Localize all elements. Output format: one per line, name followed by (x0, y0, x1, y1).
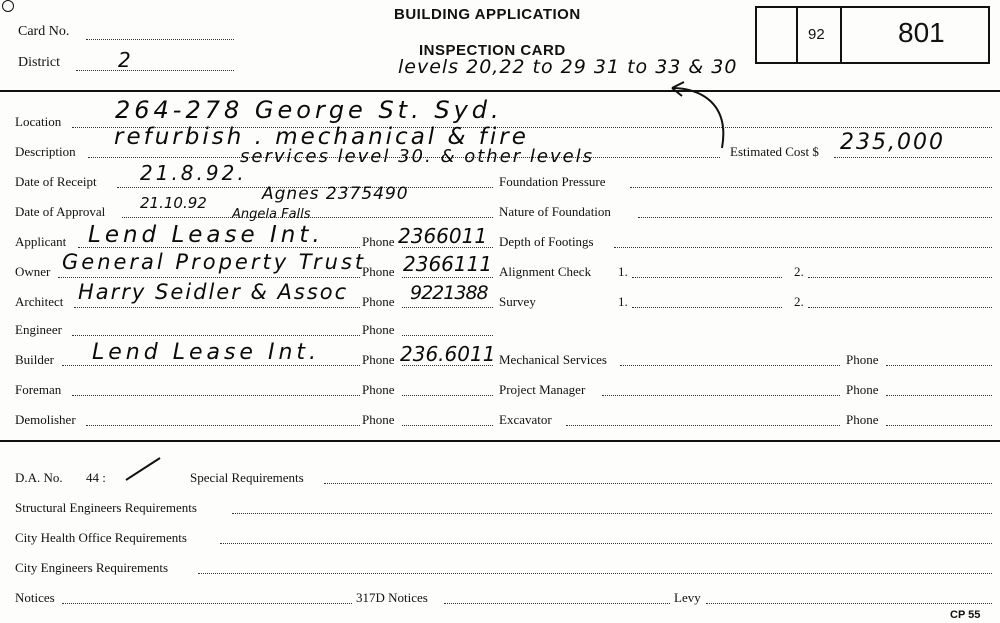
owner-phone-label: Phone (362, 264, 395, 279)
owner-phone: 2366111 (403, 252, 493, 276)
architect-phone-line (402, 307, 493, 308)
da-no-label: D.A. No. (15, 470, 63, 485)
district-line (76, 70, 234, 71)
alignment-one-line (632, 277, 782, 278)
date-approval-label: Date of Approval (15, 204, 106, 219)
alignment-two-line (808, 277, 992, 278)
owner-phone-line (402, 277, 493, 278)
project-manager-phone-label: Phone (846, 382, 879, 397)
estimated-cost-line (834, 157, 992, 158)
location-value: 264-278 George St. Syd. (115, 96, 503, 124)
foreman-line (72, 395, 360, 396)
foreman-label: Foreman (15, 382, 62, 397)
builder-value: Lend Lease Int. (92, 340, 321, 365)
location-label: Location (15, 114, 62, 129)
engineer-phone-line (402, 335, 493, 336)
alignment-two: 2. (794, 264, 804, 279)
project-manager-phone-line (886, 395, 992, 396)
special-requirements-label: Special Requirements (190, 470, 304, 485)
description-value-2: services level 30. & other levels (240, 146, 595, 167)
mechanical-line (620, 365, 840, 366)
approval-note-2: Angela Falls (232, 207, 311, 222)
city-engineers-line (198, 573, 992, 574)
mechanical-phone-line (886, 365, 992, 366)
applicant-label: Applicant (15, 234, 67, 249)
alignment-one: 1. (618, 264, 628, 279)
check-mark (122, 454, 164, 484)
header-rule (0, 90, 1000, 92)
city-engineers-label: City Engineers Requirements (15, 560, 169, 575)
mechanical-label: Mechanical Services (499, 352, 607, 367)
owner-value: General Property Trust (62, 250, 367, 274)
architect-label: Architect (15, 294, 64, 309)
depth-footings-label: Depth of Footings (499, 234, 594, 249)
survey-one-line (632, 307, 782, 308)
demolisher-label: Demolisher (15, 412, 76, 427)
box-small-value: 92 (808, 26, 825, 43)
applicant-phone-label: Phone (362, 234, 395, 249)
form-title: BUILDING APPLICATION (394, 6, 581, 23)
box-divider-1 (796, 8, 798, 62)
project-manager-label: Project Manager (499, 382, 586, 397)
foreman-phone-line (402, 395, 493, 396)
owner-label: Owner (15, 264, 51, 279)
special-requirements-line (324, 483, 992, 484)
form-subtitle: INSPECTION CARD (419, 42, 566, 59)
builder-phone: 236.6011 (400, 342, 496, 366)
notices-317d-line (444, 603, 670, 604)
levy-line (706, 603, 992, 604)
architect-line (74, 307, 360, 308)
box-divider-2 (840, 8, 842, 62)
excavator-phone-label: Phone (846, 412, 879, 427)
applicant-phone: 2366011 (398, 224, 488, 248)
demolisher-phone-label: Phone (362, 412, 395, 427)
survey-one: 1. (618, 294, 628, 309)
foreman-phone-label: Phone (362, 382, 395, 397)
date-approval-value: 21.10.92 (140, 194, 207, 212)
notices-317d-label: 317D Notices (356, 590, 428, 605)
applicant-value: Lend Lease Int. (88, 222, 324, 248)
date-receipt-value: 21.8.92. (140, 161, 247, 185)
notices-line (62, 603, 352, 604)
middle-rule (0, 440, 1000, 442)
card-no-label: Card No. (18, 24, 70, 39)
architect-phone: 9221388 (410, 282, 488, 304)
owner-line (58, 277, 360, 278)
city-health-line (220, 543, 992, 544)
card-number-box (755, 6, 990, 64)
estimated-cost-label: Estimated Cost $ (730, 144, 819, 159)
survey-label: Survey (499, 294, 536, 309)
approval-note: Agnes 2375490 (262, 184, 409, 204)
alignment-check-label: Alignment Check (499, 264, 592, 279)
estimated-cost-value: 235,000 (840, 130, 945, 155)
project-manager-line (602, 395, 840, 396)
builder-line (62, 365, 360, 366)
description-label: Description (15, 144, 76, 159)
builder-label: Builder (15, 352, 54, 367)
excavator-label: Excavator (499, 412, 552, 427)
date-receipt-label: Date of Receipt (15, 174, 97, 189)
levy-label: Levy (674, 590, 701, 605)
demolisher-phone-line (402, 425, 493, 426)
structural-line (232, 513, 992, 514)
card-no-line (86, 39, 234, 40)
survey-two: 2. (794, 294, 804, 309)
levels-note: levels 20,22 to 29 31 to 33 & 30 (398, 56, 738, 78)
foundation-pressure-line (630, 187, 992, 188)
corner-mark-icon (2, 0, 14, 12)
mechanical-phone-label: Phone (846, 352, 879, 367)
foundation-pressure-label: Foundation Pressure (499, 174, 606, 189)
engineer-phone-label: Phone (362, 322, 395, 337)
box-large-value: 801 (898, 17, 945, 48)
engineer-label: Engineer (15, 322, 62, 337)
city-health-label: City Health Office Requirements (15, 530, 187, 545)
builder-phone-label: Phone (362, 352, 395, 367)
notices-label: Notices (15, 590, 55, 605)
district-value: 2 (118, 48, 132, 72)
district-label: District (18, 55, 60, 70)
da-no-value: 44 : (86, 470, 106, 485)
form-code: CP 55 (950, 609, 981, 621)
demolisher-line (86, 425, 360, 426)
excavator-phone-line (886, 425, 992, 426)
architect-value: Harry Seidler & Assoc (78, 280, 349, 304)
excavator-line (566, 425, 840, 426)
survey-two-line (808, 307, 992, 308)
depth-footings-line (614, 247, 992, 248)
architect-phone-label: Phone (362, 294, 395, 309)
nature-foundation-label: Nature of Foundation (499, 204, 611, 219)
description-value: refurbish . mechanical & fire (114, 124, 529, 150)
engineer-line (72, 335, 360, 336)
nature-foundation-line (638, 217, 992, 218)
structural-label: Structural Engineers Requirements (15, 500, 197, 515)
